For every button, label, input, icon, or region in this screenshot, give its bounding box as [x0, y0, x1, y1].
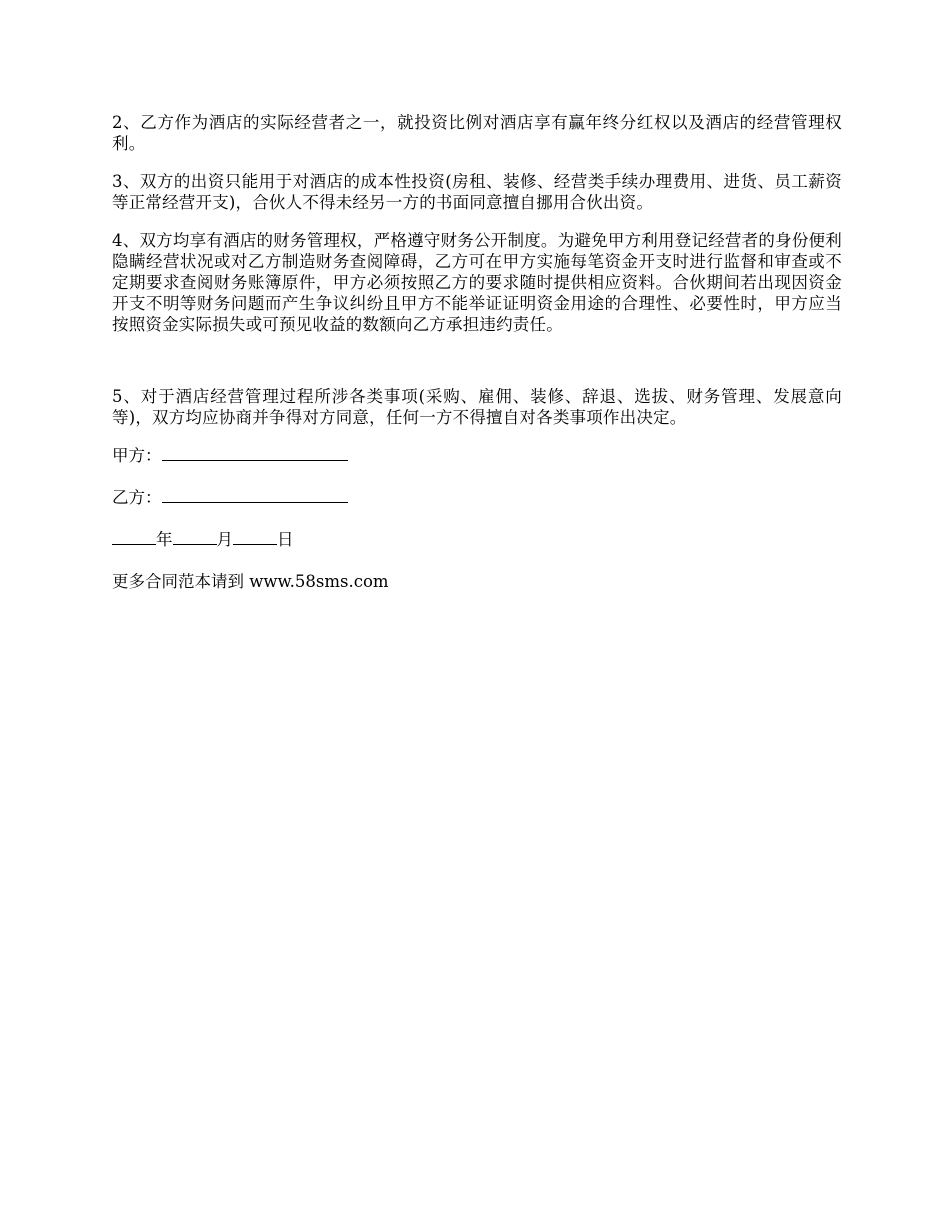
month-blank: [173, 530, 217, 545]
party-a-signature-line: [112, 445, 842, 466]
party-a-blank: [162, 446, 348, 461]
day-blank: [233, 530, 277, 545]
clause-2: 2、乙方作为酒店的实际经营者之一，就投资比例对酒店享有赢年终分红权以及酒店的经营管理权利。: [112, 113, 842, 153]
party-b-signature-line: [112, 487, 842, 508]
clause-3: 3、双方的出资只能用于对酒店的成本性投资(房租、装修、经营类手续办理费用、进货、员工薪资等正常经营开支)，合伙人不得未经另一方的书面同意擅自挪用合伙出资。: [112, 172, 842, 212]
party-b-blank: [162, 488, 348, 503]
more-templates-footer: 更多合同范本请到 www.58sms.com: [112, 572, 389, 591]
year-label: 年: [156, 530, 173, 549]
clause-4: 4、双方均享有酒店的财务管理权，严格遵守财务公开制度。为避免甲方利用登记经营者的身份便利隐瞒经营状况或对乙方制造财务查阅障碍，乙方可在甲方实施每笔资金开支时进行监督和审查或不定期要求查阅财务账簿原件，甲方必须按照乙方的要求随时提供相应资料。合伙期间若出现因资金开支不明等财务问题而产生争议纠纷且甲方不能举证证明资金用途的合理性、必要性时，甲方应当按照资金实际损失或可预见收益的数额向乙方承担违约责任。: [112, 231, 842, 334]
party-a-label: 甲方：: [112, 446, 162, 465]
document-page: [112, 112, 842, 613]
year-blank: [112, 530, 156, 545]
paragraph-spacer: [112, 352, 842, 386]
party-b-label: 乙方：: [112, 488, 162, 507]
day-label: 日: [277, 530, 294, 549]
month-label: 月: [216, 530, 233, 549]
date-line: [112, 529, 842, 550]
clause-5: 5、对于酒店经营管理过程所涉各类事项(采购、雇佣、装修、辞退、选拔、财务管理、发展意向等)，双方均应协商并争得对方同意，任何一方不得擅自对各类事项作出决定。: [112, 387, 842, 427]
